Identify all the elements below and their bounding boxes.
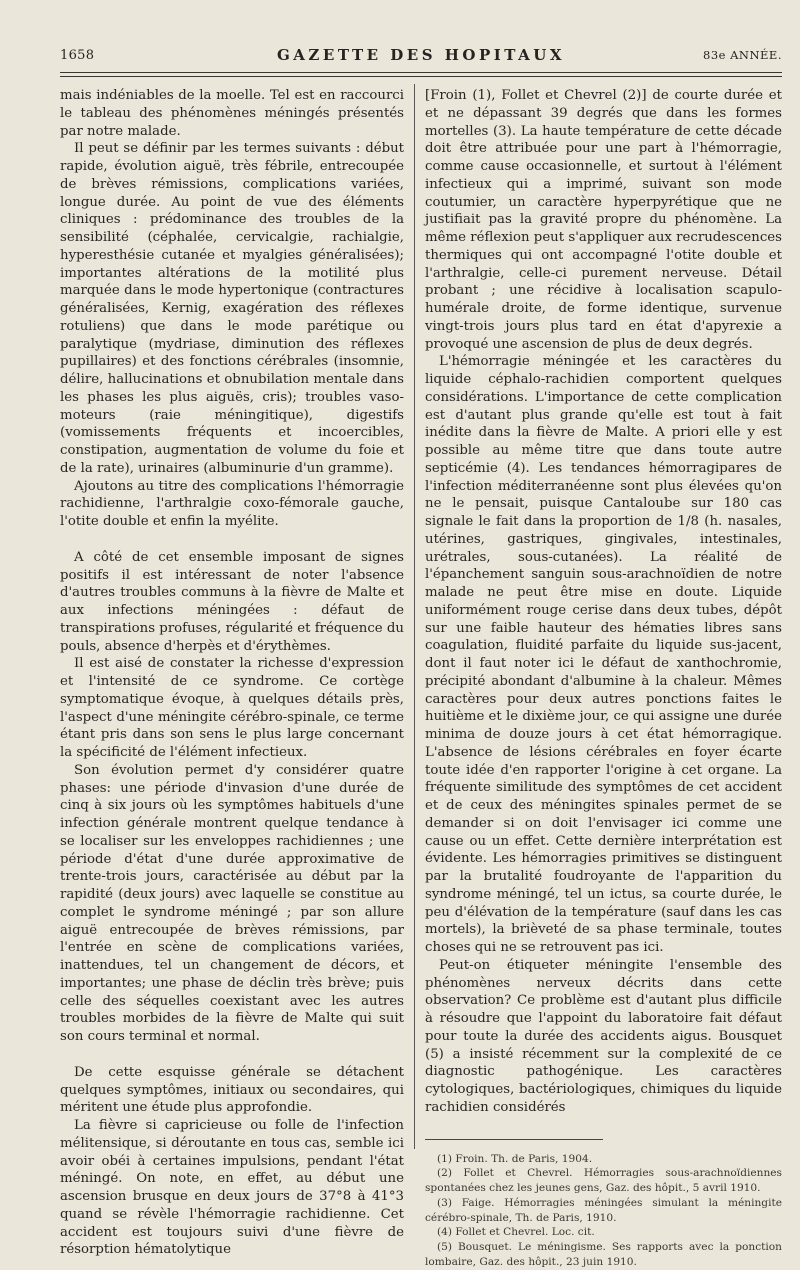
paragraph: [Froin (1), Follet et Chevrel (2)] de courte durée et et ne dépassant 39 degrés que dans les formes mortelles (3). La haute température de cette décade doit être attribuée pour une part à l'hémorragie, comme cause occasionnelle, et surtout à l'élément infectieux qui a imprimé, suivant son mode coutumier, un caractère hyperpyrétique que ne justifiait pas la gravité propre du phénomène. La même réflexion peut s'appliquer aux recrudescences thermiques qui ont accompagné l'otite double et l'arthralgie, celle-ci purement nerveuse. Détail probant ; une récidive à localisation scapulo-humérale droite, de forme identique, survenue vingt-trois jours plus tard en état d'apyrexie a provoqué une ascension de plus de deux degrés. (425, 88, 782, 352)
year-label: 83e ANNÉE. (703, 48, 782, 62)
paragraph: Ajoutons au titre des complications l'hémorragie rachidienne, l'arthralgie coxo-fémorale gauche, l'otite double et enfin la myélite. (60, 478, 404, 529)
left-column (60, 87, 404, 1259)
paragraph: A côté de cet ensemble imposant de signes positifs il est intéressant de noter l'absence d'autres troubles communs à la fièvre de Malte et aux infections méningées : défaut de transpirations profuses, régularité et fréquence du pouls, absence d'herpès et d'érythèmes. (60, 549, 404, 654)
paragraph: Il peut se définir par les termes suivants : début rapide, évolution aiguë, très fébrile, entrecoupée de brèves rémissions, complications variées, longue durée. Au point de vue des éléments cliniques : prédominance des troubles de la sensibilité (céphalée, cervicalgie, rachialgie, hyperesthésie cutanée et myalgies généralisées); importantes altérations de la motilité plus marquée dans le mode hypertonique (contractures généralisées, Kernig, exagération des réflexes rotuliens) que dans le mode parétique ou paralytique (mydriase, diminution des réflexes pupillaires) et des fonctions cérébrales (insomnie, délire, hallucinations et obnubilation mentale dans les phases les plus aiguës, cris); troubles vaso-moteurs (raie méningitique), digestifs (vomissements fréquents et incoercibles, constipation, augmentation de volume du foie et de la rate), urinaires (albuminurie d'un gramme). (60, 141, 404, 476)
paragraph: La fièvre si capricieuse ou folle de l'infection mélitensique, si déroutante en tous cas, semble ici avoir obéi à certaines impulsions, pendant l'état méningé. On note, en effet, au début une ascension brusque en deux jours de 37°8 à 41°3 quand se révèle l'hémorragie rachidienne. Cet accident est toujours suivi d'une fièvre de résorption hématolytique (60, 1118, 404, 1258)
paragraph-gap (60, 1046, 404, 1064)
paragraph: De cette esquisse générale se détachent quelques symptômes, initiaux ou secondaires, qui méritent une étude plus approfondie. (60, 1064, 404, 1116)
paragraph: Peut-on étiqueter méningite l'ensemble des phénomènes nerveux décrits dans cette observation? Ce problème est d'autant plus difficile à résoudre que l'appoint du laboratoire fait défaut pour toute la durée des accidents aigus. Bousquet (5) a insisté récemment sur la complexité de ce diagnostic pathogénique. Les caractères cytologiques, bactériologiques, chimiques du liquide rachidien considérés (425, 957, 782, 1115)
paragraph: Son évolution permet d'y considérer quatre phases: une période d'invasion d'une durée de cinq à six jours où les symptômes habituels d'une infection générale montrent quelque tendance à se localiser sur les enveloppes rachidiennes ; une période d'état d'une durée approximative de trente-trois jours, caractérisée au début par la rapidité (deux jours) avec laquelle se constitue au complet le syndrome méningé ; par son allure aiguë entrecoupée de brèves rémissions, par l'entrée en scène de complications variées, inattendues, tel un changement de décors, et importantes; une phase de déclin très brève; puis celle des séquelles coexistant avec les autres troubles morbides de la fièvre de Malte qui suit son cours terminal et normal. (60, 762, 404, 1044)
header-rule-thin (60, 76, 782, 77)
right-column-text (425, 87, 782, 1117)
footnote: (2) Follet et Chevrel. Hémorragies sous-arachnoïdiennes spontanées chez les jeunes gens, Gaz. des hôpit., 5 avril 1910. (425, 1167, 782, 1195)
page-header (60, 46, 782, 68)
header-rule-thick (60, 72, 782, 73)
column-divider (414, 84, 415, 1149)
paragraph: L'hémorragie méningée et les caractères du liquide céphalo-rachidien comportent quelques considérations. L'importance de cette complication est d'autant plus grande qu'elle est tout à fait inédite dans la fièvre de Malte. A priori elle y est possible au même titre que dans toute autre septicémie (4). Les tendances hémorragipares de l'infection méditerranéenne sont plus élevées qu'on ne le pensait, puisque Cantaloube sur 180 cas signale le fait dans la proportion de 1/8 (h. nasales, utérines, gastriques, gingivales, intestinales, urétrales, sous-cutanées). La réalité de l'épanchement sanguin sous-arachnoïdien de notre malade ne peut être mise en doute. Liquide uniformément rouge cerise dans deux tubes, dépôt sur une faible hauteur des hématies libres sans coagulation, fluidité parfaite du liquide sus-jacent, dont il faut noter ici le défaut de xanthochromie, précipité abondant d'albumine à la chaleur. Mêmes caractères pour deux autres ponctions faites le huitième et le dixième jour, ce qui assigne une durée minima de douze jours à cet état hémorragique. L'absence de lésions cérébrales en foyer écarte toute idée d'en rapporter l'origine à cet organe. La fréquente similitude des symptômes de cet accident et de ceux des méningites spinales permet de se demander si on doit l'envisager ici comme une cause ou un effet. Cette dernière interprétation est évidente. Les hémorragies primitives se distinguent par la brutalité foudroyante de l'apparition du syndrome méningé, tel un ictus, sa courte durée, le peu d'élévation de la température (sauf dans les cas mortels), la brièveté de sa phase terminale, toutes choses qui ne se retrouvent pas ici. (425, 354, 782, 955)
right-column (425, 87, 782, 1270)
page-number: 1658 (60, 48, 95, 63)
paragraph: Il est aisé de constater la richesse d'expression et l'intensité de ce syndrome. Ce cortège symptomatique évoque, à quelques détails près, l'aspect d'une méningite cérébro-spinale, ce terme étant pris dans son sens le plus large concernant la spécificité de l'élément infectieux. (60, 656, 404, 760)
footnote-rule (425, 1139, 603, 1140)
footnote: (5) Bousquet. Le méningisme. Ses rapports avec la ponction lombaire, Gaz. des hôpit., 23 juin 1910. (425, 1241, 782, 1269)
journal-title: GAZETTE DES HOPITAUX (276, 46, 565, 64)
footnote: (3) Faige. Hémorragies méningées simulant la méningite cérébro-spinale, Th. de Paris, 1910. (425, 1196, 782, 1224)
footnote: (1) Froin. Th. de Paris, 1904. (437, 1152, 593, 1165)
paragraph-gap (60, 531, 404, 549)
footnote: (4) Follet et Chevrel. Loc. cit. (437, 1226, 595, 1239)
footnotes (425, 1152, 782, 1270)
paragraph: mais indéniables de la moelle. Tel est en raccourci le tableau des phénomènes méningés présentés par notre malade. (60, 88, 404, 139)
